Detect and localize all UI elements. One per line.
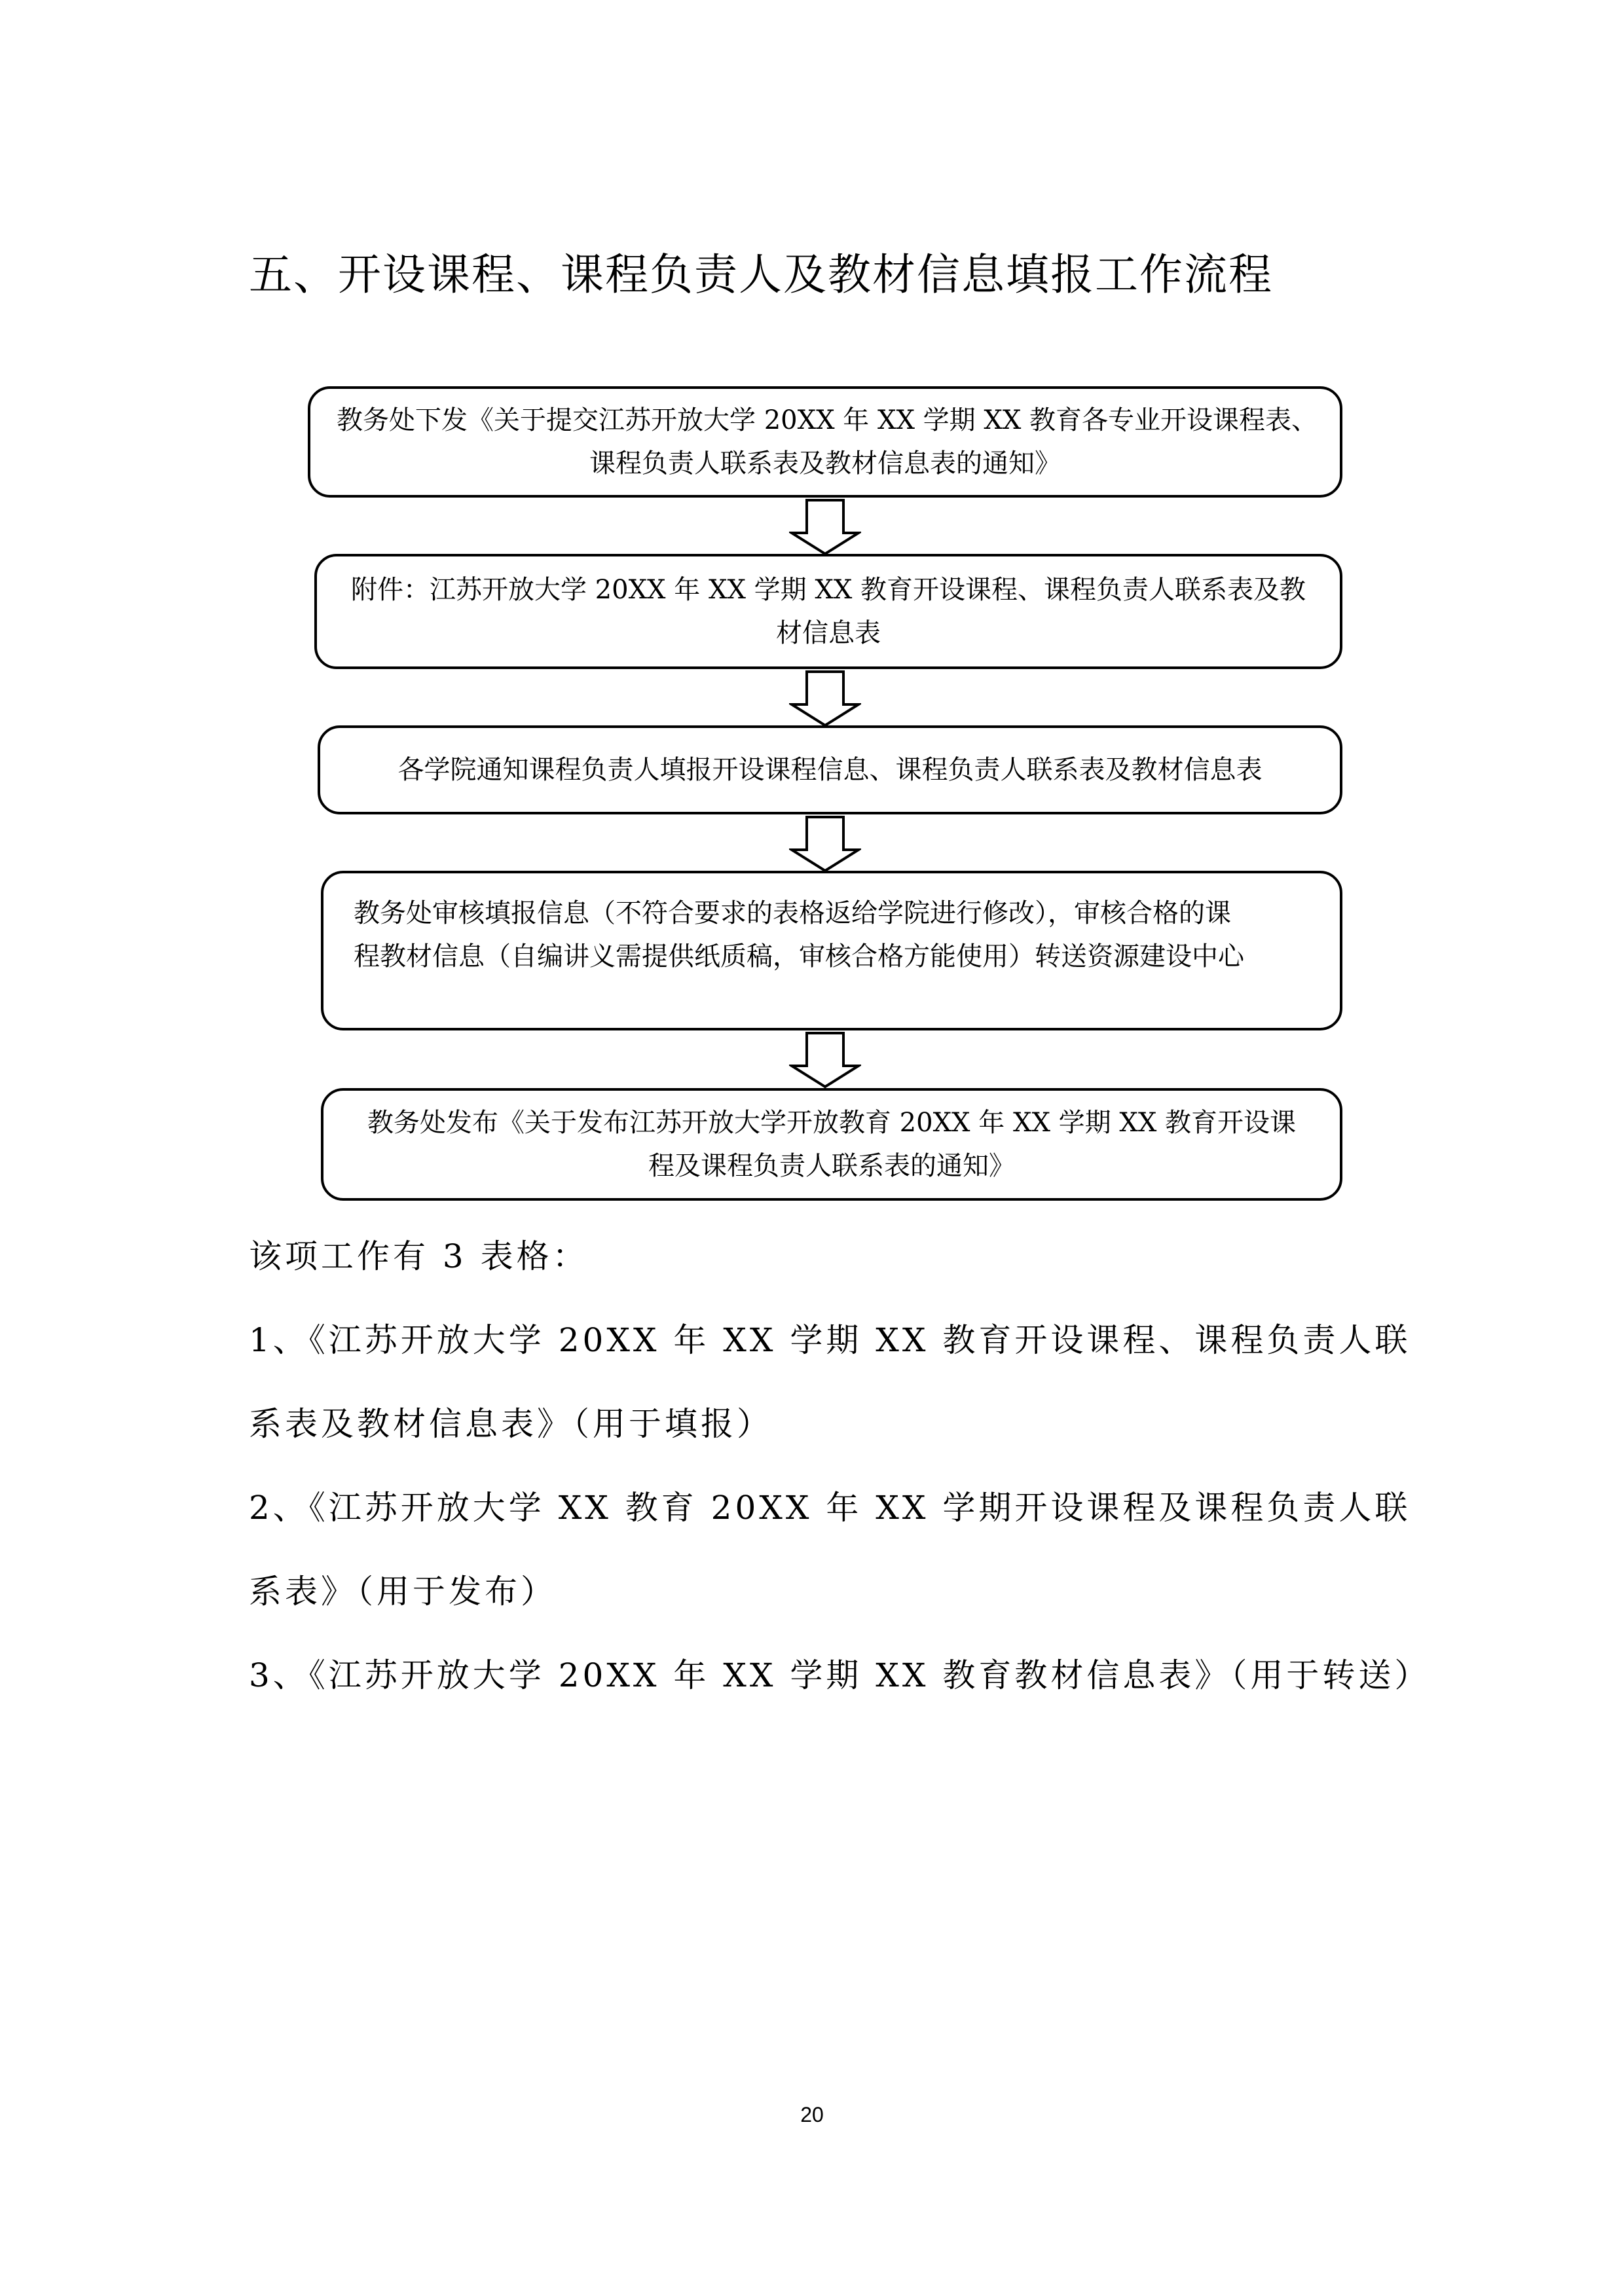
- flow-step-4-line-2: 程教材信息（自编讲义需提供纸质稿，审核合格方能使用）转送资源建设中心: [354, 941, 1244, 972]
- flow-step-1-line-1: 教务处下发《关于提交江苏开放大学 20XX 年 XX 学期 XX 教育各专业开设课程表、: [337, 405, 1318, 435]
- form-item-1-line-1: 1、《江苏开放大学 20XX 年 XX 学期 XX 教育开设课程、课程负责人联: [249, 1321, 1411, 1359]
- flow-step-1-line-2: 课程负责人联系表及教材信息表的通知》: [589, 448, 1061, 479]
- form-item-2-line-1: 2、《江苏开放大学 XX 教育 20XX 年 XX 学期开设课程及课程负责人联: [249, 1489, 1411, 1527]
- flow-step-5: [321, 1088, 1342, 1201]
- flow-step-3-line-1: 各学院通知课程负责人填报开设课程信息、课程负责人联系表及教材信息表: [397, 755, 1263, 785]
- down-arrow-icon: [789, 816, 861, 872]
- form-item-3-line-1: 3、《江苏开放大学 20XX 年 XX 学期 XX 教育教材信息表》（用于转送）: [249, 1656, 1431, 1694]
- flow-step-3: [318, 725, 1342, 814]
- down-arrow-icon: [789, 670, 861, 727]
- page-title: 五、开设课程、课程负责人及教材信息填报工作流程: [249, 249, 1273, 300]
- flow-step-2: [314, 554, 1342, 669]
- flow-step-4: [321, 871, 1342, 1030]
- flow-step-5-line-2: 程及课程负责人联系表的通知》: [648, 1151, 1015, 1181]
- flow-step-2-line-2: 材信息表: [776, 618, 881, 648]
- flow-step-1: [308, 386, 1342, 498]
- flow-step-2-line-1: 附件：江苏开放大学 20XX 年 XX 学期 XX 教育开设课程、课程负责人联系表及教: [350, 575, 1306, 605]
- forms-intro: 该项工作有 3 表格：: [249, 1237, 589, 1275]
- down-arrow-icon: [789, 499, 861, 555]
- form-item-1-line-2: 系表及教材信息表》（用于填报）: [249, 1405, 773, 1443]
- down-arrow-icon: [789, 1032, 861, 1088]
- page-number: 20: [800, 2103, 824, 2126]
- flow-step-4-line-1: 教务处审核填报信息（不符合要求的表格返给学院进行修改），审核合格的课: [354, 898, 1231, 928]
- flow-step-5-line-1: 教务处发布《关于发布江苏开放大学开放教育 20XX 年 XX 学期 XX 教育开设课: [367, 1108, 1297, 1138]
- form-item-2-line-2: 系表》（用于发布）: [249, 1573, 557, 1611]
